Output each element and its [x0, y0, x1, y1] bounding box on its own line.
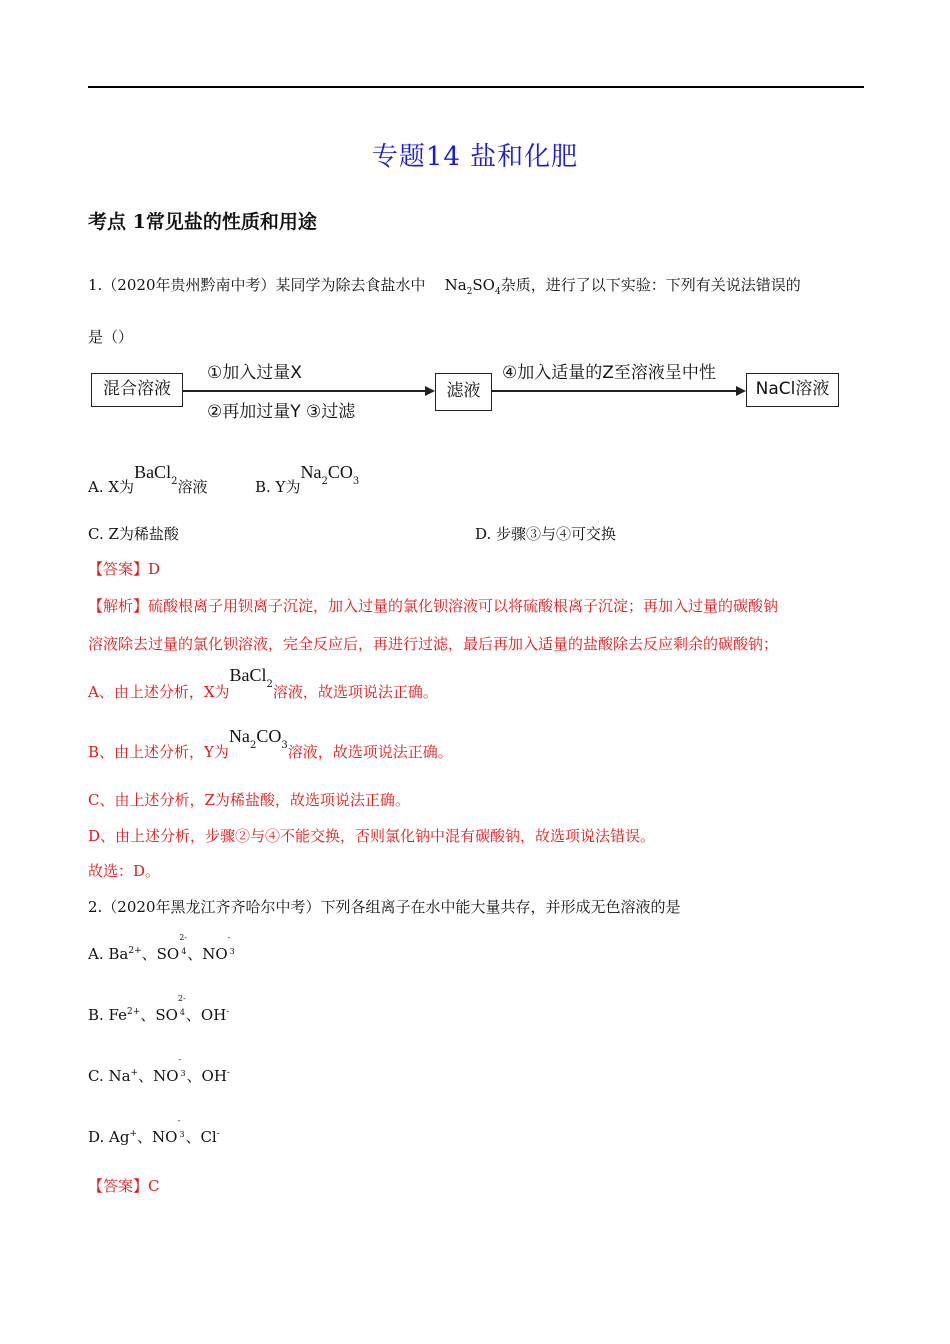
- q1-stem: [88, 274, 801, 297]
- flow-arrowhead-2: [736, 386, 746, 396]
- q1-analysis-b-prefix: B、由上述分析，Y为: [88, 743, 229, 761]
- q1-analysis-b-sub-3: 3: [281, 740, 288, 751]
- q2-option-d: D. Ag+、NO - 3 、Cl-: [88, 1116, 220, 1146]
- q1-analysis-a-formula: BaCl: [229, 665, 267, 685]
- q2-stem: 2.（2020年黑龙江齐齐哈尔中考）下列各组离子在水中能大量共存，并形成无色溶液的是: [88, 898, 681, 916]
- flow-box-mixed-solution: 混合溶液: [91, 373, 183, 407]
- q1-analysis-b-formula-co: CO: [256, 726, 282, 746]
- q1-stem-formula: $Na_2SO_4$: [444, 276, 501, 297]
- flow-step-4: ④加入适量的Z至溶液呈中性: [502, 363, 716, 383]
- q1-option-c: C. Z为稀盐酸: [88, 525, 179, 543]
- flow-box-nacl-solution: NaCl溶液: [746, 373, 839, 407]
- flow-arrow-1: [183, 390, 427, 392]
- section-heading: 考点 1常见盐的性质和用途: [88, 211, 317, 233]
- flow-box-filtrate: 滤液: [435, 373, 492, 411]
- q1-analysis-line-1: 【解析】硫酸根离子用钡离子沉淀，加入过量的氯化钡溶液可以将硫酸根离子沉淀；再加入过量的碳酸钠: [88, 597, 779, 615]
- q2-option-a: A. $Ba^{2+}$、SO 2- 4 、NO - 3: [88, 933, 235, 963]
- q2-option-c: C. Na+、NO - 3 、OH-: [88, 1055, 230, 1085]
- flow-step-2-3: ②再加过量Y ③过滤: [207, 402, 356, 422]
- page-title: 专题14 盐和化肥: [371, 142, 579, 172]
- q1-option-b-formula-co: CO: [327, 462, 353, 482]
- q1-analysis-a: [88, 665, 438, 701]
- q1-conclusion: 故选：D。: [88, 862, 161, 880]
- q1-option-a-sub: 2: [171, 476, 178, 487]
- q1-analysis-b-formula-na: Na: [228, 726, 250, 746]
- q2-option-b-label: B. Fe: [88, 1006, 128, 1024]
- q1-analysis-d: D、由上述分析，步骤②与④不能交换，否则氯化钠中混有碳酸钠，故选项说法错误。: [88, 827, 656, 845]
- q2-option-b: B. $Fe^{2+}$、SO 2- 4 、OH-: [88, 994, 230, 1024]
- q1-option-b-sub-3: 3: [352, 476, 360, 487]
- q1-option-b-label: B. Y为: [255, 478, 301, 496]
- q1-option-b-sub-2: 2: [321, 476, 328, 487]
- q1-answer: 【答案】D: [88, 560, 161, 578]
- q1-option-b: [255, 462, 360, 496]
- q1-analysis-b-sub-2: 2: [249, 740, 257, 751]
- q2-option-c-label: C. Na: [88, 1067, 131, 1085]
- q1-option-b-formula-na: Na: [300, 462, 322, 482]
- q1-option-a-label: A. X为: [88, 478, 135, 496]
- q1-analysis-a-suffix: 溶液，故选项说法正确。: [272, 683, 438, 701]
- q1-option-a-suffix: 溶液: [177, 478, 208, 496]
- q1-analysis-a-sub: 2: [266, 679, 273, 690]
- flow-arrowhead-1: [425, 386, 435, 396]
- q1-option-a: [88, 462, 208, 496]
- q2-option-d-label: D. Ag: [88, 1128, 130, 1146]
- q2-option-a-label: A. Ba: [88, 945, 129, 963]
- q1-analysis-b: [88, 726, 453, 761]
- q1-analysis-a-prefix: A、由上述分析，X为: [88, 683, 230, 701]
- q1-stem-a: 1.（2020年贵州黔南中考）某同学为除去食盐水中: [88, 276, 426, 294]
- q1-analysis-c: C、由上述分析，Z为稀盐酸，故选项说法正确。: [88, 791, 410, 809]
- q1-stem-end: 是（）: [88, 328, 134, 346]
- flow-arrow-2: [492, 390, 738, 392]
- header-rule: [88, 86, 864, 88]
- q1-option-a-formula: BaCl: [134, 462, 172, 482]
- q1-analysis-line-2: 溶液除去过量的氯化钡溶液，完全反应后，再进行过滤，最后再加入适量的盐酸除去反应剩余的碳酸钠；: [88, 635, 779, 653]
- q2-answer: 【答案】C: [88, 1177, 160, 1195]
- q1-option-d: D. 步骤③与④可交换: [475, 525, 617, 543]
- q1-analysis-b-suffix: 溶液，故选项说法正确。: [287, 743, 453, 761]
- flow-step-1: ①加入过量X: [207, 363, 302, 383]
- q1-stem-b: 杂质，进行了以下实验：下列有关说法错误的: [500, 276, 801, 294]
